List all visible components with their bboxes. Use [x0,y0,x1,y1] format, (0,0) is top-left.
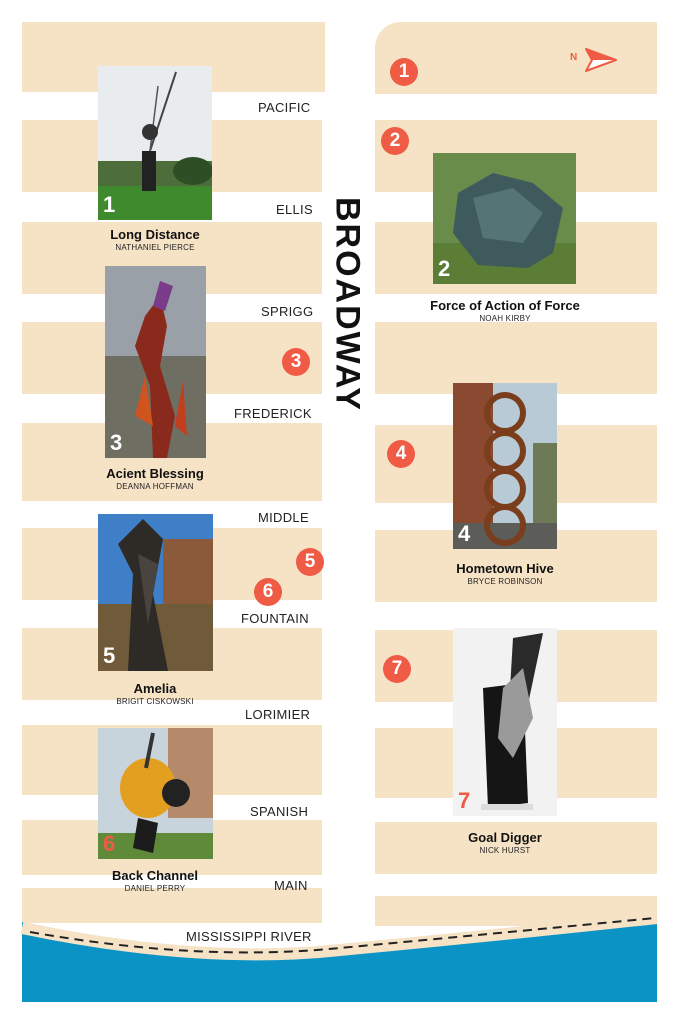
photo-number: 1 [103,192,116,217]
photo-number: 3 [110,430,123,455]
sculpture-caption-7 [435,830,575,855]
sculpture-caption-3 [85,466,225,491]
photo-number: 5 [103,643,116,668]
photo-number: 2 [438,256,451,281]
map-marker-1[interactable]: 1 [390,58,418,86]
photo-number: 7 [458,788,471,813]
street-label: PACIFIC [258,100,311,115]
sculpture-artist: NATHANIEL PIERCE [115,243,195,252]
sculpture-artist: NOAH KIRBY [479,314,531,323]
sculpture-artist: NICK HURST [479,846,531,855]
street-label: MAIN [274,878,308,893]
map-marker-4[interactable]: 4 [387,440,415,468]
street-label: MIDDLE [258,510,309,525]
map-marker-7[interactable]: 7 [383,655,411,683]
sculpture-caption-4 [435,561,575,586]
sculpture-photo-5[interactable] [98,514,213,671]
sculpture-caption-5 [85,681,225,706]
street-label: SPANISH [250,804,309,819]
street-label: FREDERICK [234,406,312,421]
street-label: MISSISSIPPI RIVER [186,929,312,944]
photo-number: 6 [103,831,116,856]
map-marker-3[interactable]: 3 [282,348,310,376]
street-label: ELLIS [276,202,313,217]
street-label: LORIMIER [245,707,311,722]
sculpture-photo-2[interactable] [433,153,576,284]
broadway-label [327,160,367,450]
sculpture-caption-2 [415,298,595,323]
sculpture-title: Hometown Hive [456,561,554,576]
photo-number: 4 [458,521,471,546]
street-label: FOUNTAIN [241,611,309,626]
sculpture-title: Force of Action of Force [430,298,580,313]
sculpture-artist: BRYCE ROBINSON [467,577,543,586]
sculpture-photo-4[interactable] [453,383,557,549]
north-label: N [570,52,578,63]
map-marker-6[interactable]: 6 [254,578,282,606]
sculpture-caption-6 [85,868,225,893]
sculpture-title: Amelia [133,681,177,696]
main-street-name: BROADWAY [328,197,367,412]
sculpture-artist: DANIEL PERRY [124,884,186,893]
sculpture-caption-1 [85,227,225,252]
sculpture-title: Long Distance [110,227,200,242]
map-marker-2[interactable]: 2 [381,127,409,155]
north-arrow-icon [570,46,620,76]
sculpture-photo-1[interactable] [98,66,212,220]
sculpture-photo-6[interactable] [98,728,213,859]
sculpture-artist: BRIGIT CISKOWSKI [116,697,194,706]
sculpture-title: Acient Blessing [106,466,204,481]
sculpture-title: Back Channel [112,868,198,883]
sculpture-photo-3[interactable] [105,266,206,458]
map-marker-5[interactable]: 5 [296,548,324,576]
sculpture-artist: DEANNA HOFFMAN [116,482,194,491]
street-label: SPRIGG [261,304,314,319]
sculpture-title: Goal Digger [468,830,542,845]
sculpture-photo-7[interactable] [453,628,557,816]
